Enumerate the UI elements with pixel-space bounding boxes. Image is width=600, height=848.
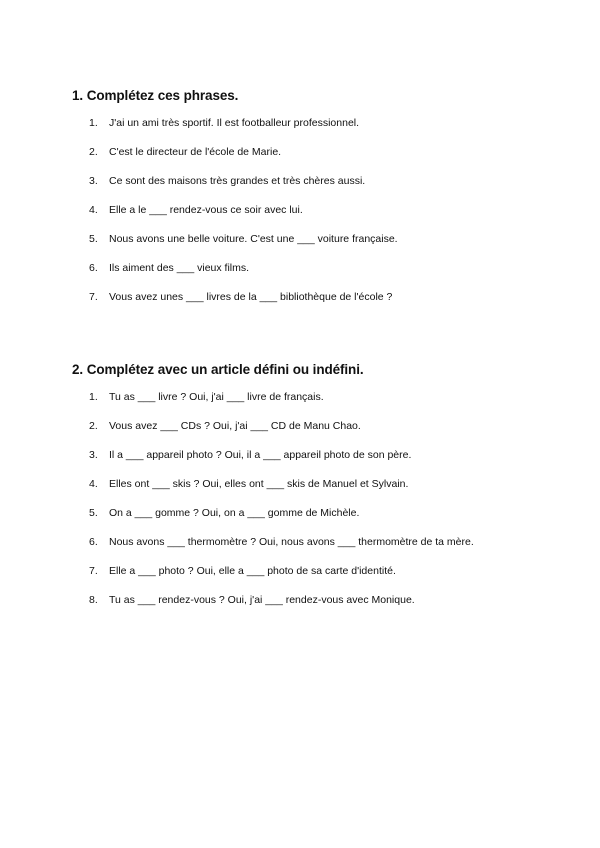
list-item bbox=[72, 203, 552, 232]
item-text: Ils aiment des ___ vieux films. bbox=[109, 262, 250, 274]
item-text: Elle a ___ photo ? Oui, elle a ___ photo de sa carte d'identité. bbox=[109, 565, 396, 577]
list-item bbox=[72, 593, 552, 622]
item-number: 3. bbox=[89, 175, 98, 187]
item-text: Vous avez unes ___ livres de la ___ bibliothèque de l'école ? bbox=[109, 291, 393, 303]
exercise-2-list bbox=[72, 390, 552, 622]
list-item bbox=[72, 419, 552, 448]
exercise-1 bbox=[72, 88, 552, 319]
list-item bbox=[72, 116, 552, 145]
item-number: 8. bbox=[89, 594, 98, 606]
item-number: 4. bbox=[89, 204, 98, 216]
list-item bbox=[72, 232, 552, 261]
item-text: Vous avez ___ CDs ? Oui, j'ai ___ CD de Manu Chao. bbox=[109, 420, 361, 432]
item-text: Tu as ___ livre ? Oui, j'ai ___ livre de français. bbox=[109, 391, 324, 403]
item-text: Ce sont des maisons très grandes et très chères aussi. bbox=[109, 175, 366, 187]
item-number: 5. bbox=[89, 507, 98, 519]
item-text: J'ai un ami très sportif. Il est footballeur professionnel. bbox=[109, 117, 360, 129]
list-item bbox=[72, 448, 552, 477]
exercise-2 bbox=[72, 362, 552, 622]
exercise-1-list bbox=[72, 116, 552, 319]
list-item bbox=[72, 506, 552, 535]
item-number: 3. bbox=[89, 449, 98, 461]
list-item bbox=[72, 535, 552, 564]
exercise-2-title: 2. Complétez avec un article défini ou indéfini. bbox=[72, 362, 364, 377]
item-text: Il a ___ appareil photo ? Oui, il a ___ appareil photo de son père. bbox=[109, 449, 412, 461]
list-item bbox=[72, 477, 552, 506]
item-text: Nous avons une belle voiture. C'est une ___ voiture française. bbox=[109, 233, 398, 245]
item-text: Elles ont ___ skis ? Oui, elles ont ___ skis de Manuel et Sylvain. bbox=[109, 478, 409, 490]
item-number: 2. bbox=[89, 146, 98, 158]
item-number: 1. bbox=[89, 117, 98, 129]
item-text: Nous avons ___ thermomètre ? Oui, nous avons ___ thermomètre de ta mère. bbox=[109, 536, 474, 548]
list-item bbox=[72, 145, 552, 174]
item-number: 6. bbox=[89, 536, 98, 548]
item-text: C'est le directeur de l'école de Marie. bbox=[109, 146, 282, 158]
list-item bbox=[72, 174, 552, 203]
item-text: Tu as ___ rendez-vous ? Oui, j'ai ___ rendez-vous avec Monique. bbox=[109, 594, 415, 606]
item-number: 6. bbox=[89, 262, 98, 274]
list-item bbox=[72, 390, 552, 419]
item-number: 4. bbox=[89, 478, 98, 490]
item-number: 7. bbox=[89, 565, 98, 577]
list-item bbox=[72, 261, 552, 290]
item-number: 1. bbox=[89, 391, 98, 403]
item-text: Elle a le ___ rendez-vous ce soir avec lui. bbox=[109, 204, 303, 216]
item-number: 5. bbox=[89, 233, 98, 245]
list-item bbox=[72, 290, 552, 319]
item-number: 2. bbox=[89, 420, 98, 432]
list-item bbox=[72, 564, 552, 593]
item-number: 7. bbox=[89, 291, 98, 303]
item-text: On a ___ gomme ? Oui, on a ___ gomme de Michèle. bbox=[109, 507, 360, 519]
exercise-1-title: 1. Complétez ces phrases. bbox=[72, 88, 239, 103]
